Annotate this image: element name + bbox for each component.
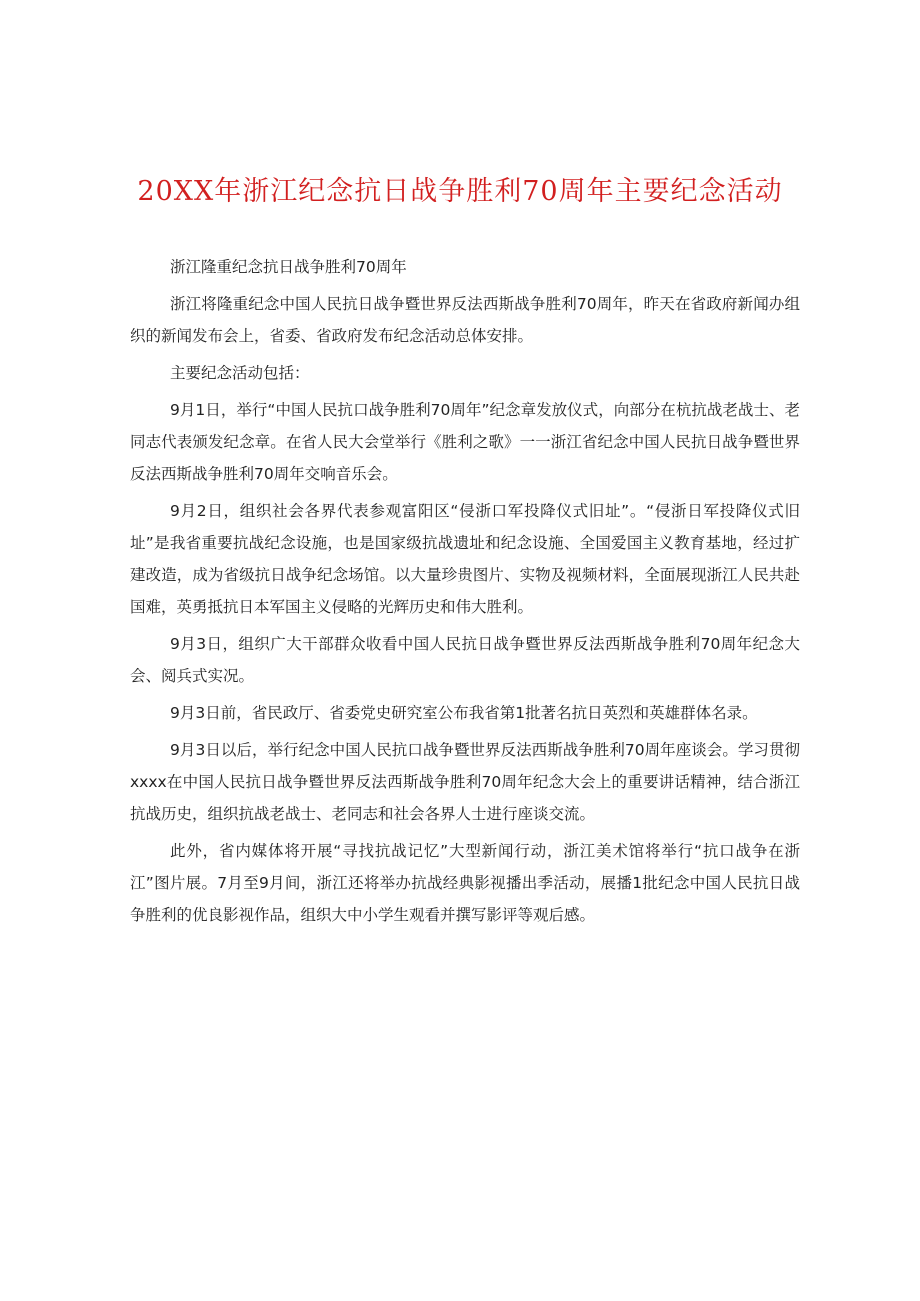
document-body bbox=[130, 251, 800, 936]
paragraph-after-sep-3: 9月3日以后，举行纪念中国人民抗口战争暨世界反法西斯战争胜利70周年座谈会。学习贯彻xxxx在中国人民抗日战争暨世界反法西斯战争胜利70周年纪念大会上的重要讲话精神，结合浙江抗战历史，组织抗战老战士、老同志和社会各界人士进行座谈交流。 bbox=[130, 741, 800, 823]
paragraph-before-sep-3: 9月3日前，省民政厅、省委党史研究室公布我省第1批著名抗日英烈和英雄群体名录。 bbox=[170, 704, 758, 722]
paragraph-sep-2: 9月2日，组织社会各界代表参观富阳区“侵浙口军投降仪式旧址”。“侵浙日军投降仪式旧址”是我省重要抗战纪念设施，也是国家级抗战遗址和纪念设施、全国爱国主义教育基地，经过扩建改造，成为省级抗日战争纪念场馆。以大量珍贵图片、实物及视频材料，全面展现浙江人民共赴国难，英勇抵抗日本军国主义侵略的光辉历史和伟大胜利。 bbox=[130, 502, 800, 616]
document-title: 20XX年浙江纪念抗日战争胜利70周年主要纪念活动 bbox=[137, 176, 783, 207]
paragraph-activities-heading: 主要纪念活动包括： bbox=[170, 364, 310, 382]
paragraph-subtitle: 浙江隆重纪念抗日战争胜利70周年 bbox=[170, 258, 407, 276]
paragraph-sep-3: 9月3日，组织广大干部群众收看中国人民抗日战争暨世界反法西斯战争胜利70周年纪念大会、阅兵式实况。 bbox=[130, 635, 800, 685]
paragraph-sep-1: 9月1日，举行“中国人民抗口战争胜利70周年”纪念章发放仪式，向部分在杭抗战老战士、老同志代表颁发纪念章。在省人民大会堂举行《胜利之歌》一一浙江省纪念中国人民抗日战争暨世界反法西斯战争胜利70周年交响音乐会。 bbox=[130, 401, 800, 483]
paragraph-additional: 此外，省内媒体将开展“寻找抗战记忆”大型新闻行动，浙江美术馆将举行“抗口战争在浙江”图片展。7月至9月间，浙江还将举办抗战经典影视播出季活动，展播1批纪念中国人民抗日战争胜利的优良影视作品，组织大中小学生观看并撰写影评等观后感。 bbox=[130, 842, 800, 924]
paragraph-intro: 浙江将隆重纪念中国人民抗日战争暨世界反法西斯战争胜利70周年，昨天在省政府新闻办组织的新闻发布会上，省委、省政府发布纪念活动总体安排。 bbox=[130, 295, 800, 345]
